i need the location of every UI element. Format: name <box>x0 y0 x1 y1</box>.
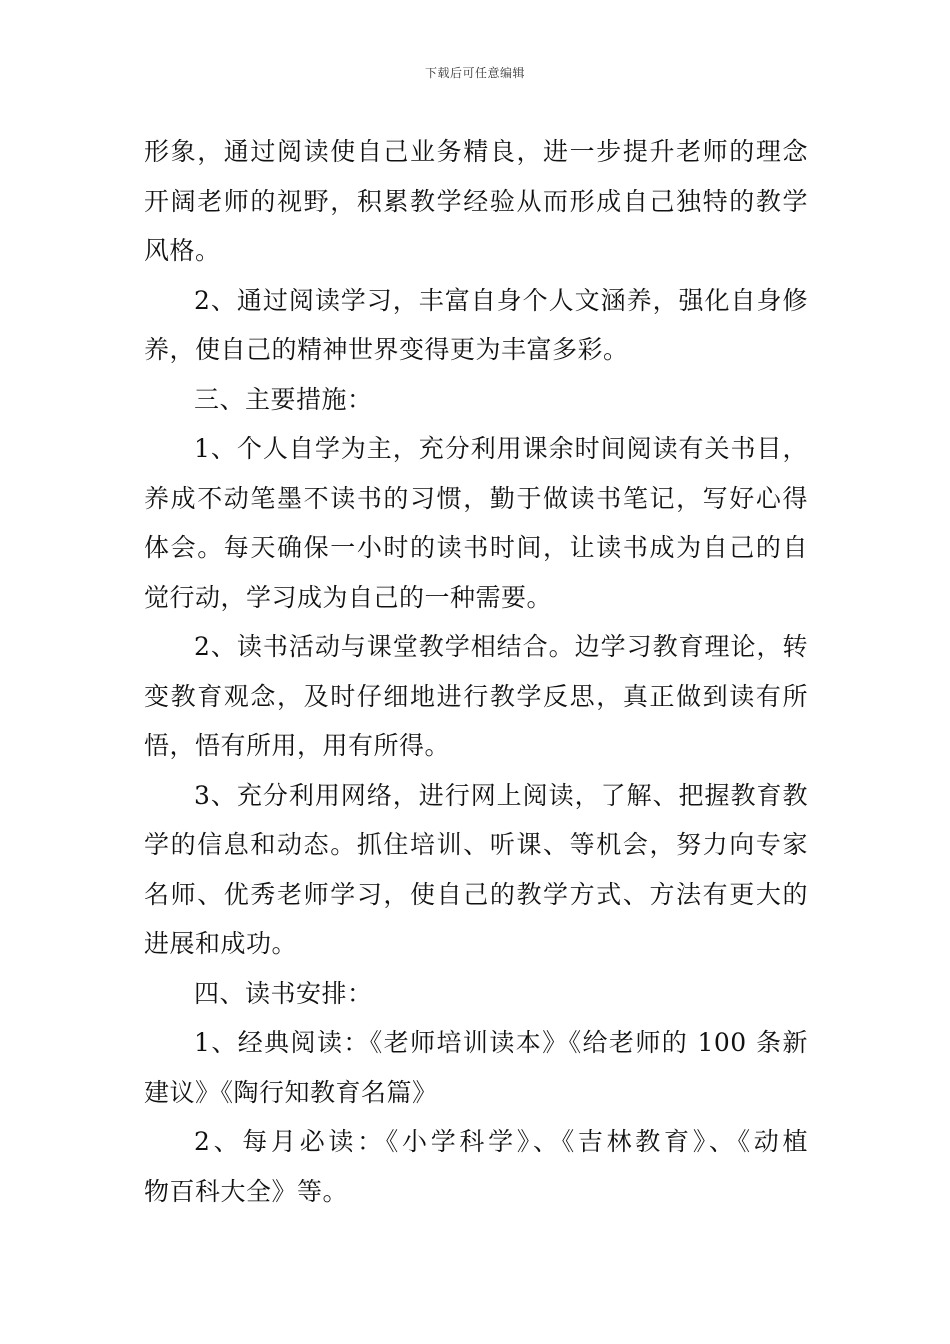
text-line: 开阔老师的视野，积累教学经验从而形成自己独特的教学 <box>144 186 808 216</box>
paragraph-arrangement-1 <box>144 1018 808 1117</box>
text-line: 2、读书活动与课堂教学相结合。边学习教育理论，转 <box>194 632 808 661</box>
text-line: 学的信息和动态。抓住培训、听课、等机会，努力向专家 <box>144 830 808 859</box>
text-line: 1、经典阅读：《老师培训读本》《给老师的 100 条新 <box>194 1028 808 1057</box>
text-line: 1、个人自学为主，充分利用课余时间阅读有关书目， <box>194 434 808 463</box>
section-heading: 四、读书安排： <box>194 978 373 1008</box>
section-heading-measures <box>144 375 808 425</box>
text-line: 2、每月必读：《小学科学》、《吉林教育》、《动植 <box>194 1127 808 1156</box>
paragraph-measure-2 <box>144 622 808 771</box>
paragraph-goal-2 <box>144 276 808 375</box>
paragraph-measure-1 <box>144 424 808 622</box>
text-line: 觉行动，学习成为自己的一种需要。 <box>144 582 553 612</box>
text-line: 2、通过阅读学习，丰富自身个人文涵养，强化自身修 <box>194 285 808 315</box>
paragraph-continuation <box>144 127 808 276</box>
section-heading: 三、主要措施： <box>194 384 373 414</box>
text-line: 进展和成功。 <box>144 929 298 958</box>
text-line: 风格。 <box>144 236 221 265</box>
text-line: 名师、优秀老师学习，使自己的教学方式、方法有更大的 <box>144 879 808 909</box>
text-line: 养，使自己的精神世界变得更为丰富多彩。 <box>144 335 629 364</box>
paragraph-measure-3 <box>144 771 808 969</box>
text-line: 变教育观念，及时仔细地进行教学反思，真正做到读有所 <box>144 681 808 711</box>
text-line: 体会。每天确保一小时的读书时间，让读书成为自己的自 <box>144 533 808 562</box>
text-line: 形象，通过阅读使自己业务精良，进一步提升老师的理念 <box>144 137 808 166</box>
document-body <box>144 127 808 1216</box>
page-header: 下载后可任意编辑 <box>424 66 525 80</box>
text-line: 3、充分利用网络，进行网上阅读，了解、把握教育教 <box>194 780 808 810</box>
text-line: 养成不动笔墨不读书的习惯，勤于做读书笔记，写好心得 <box>144 483 808 513</box>
paragraph-arrangement-2 <box>144 1117 808 1216</box>
text-line: 悟，悟有所用，用有所得。 <box>144 731 451 760</box>
text-line: 物百科大全》等。 <box>144 1176 349 1206</box>
text-line: 建议》《陶行知教育名篇》 <box>144 1077 438 1107</box>
section-heading-arrangement <box>144 969 808 1019</box>
